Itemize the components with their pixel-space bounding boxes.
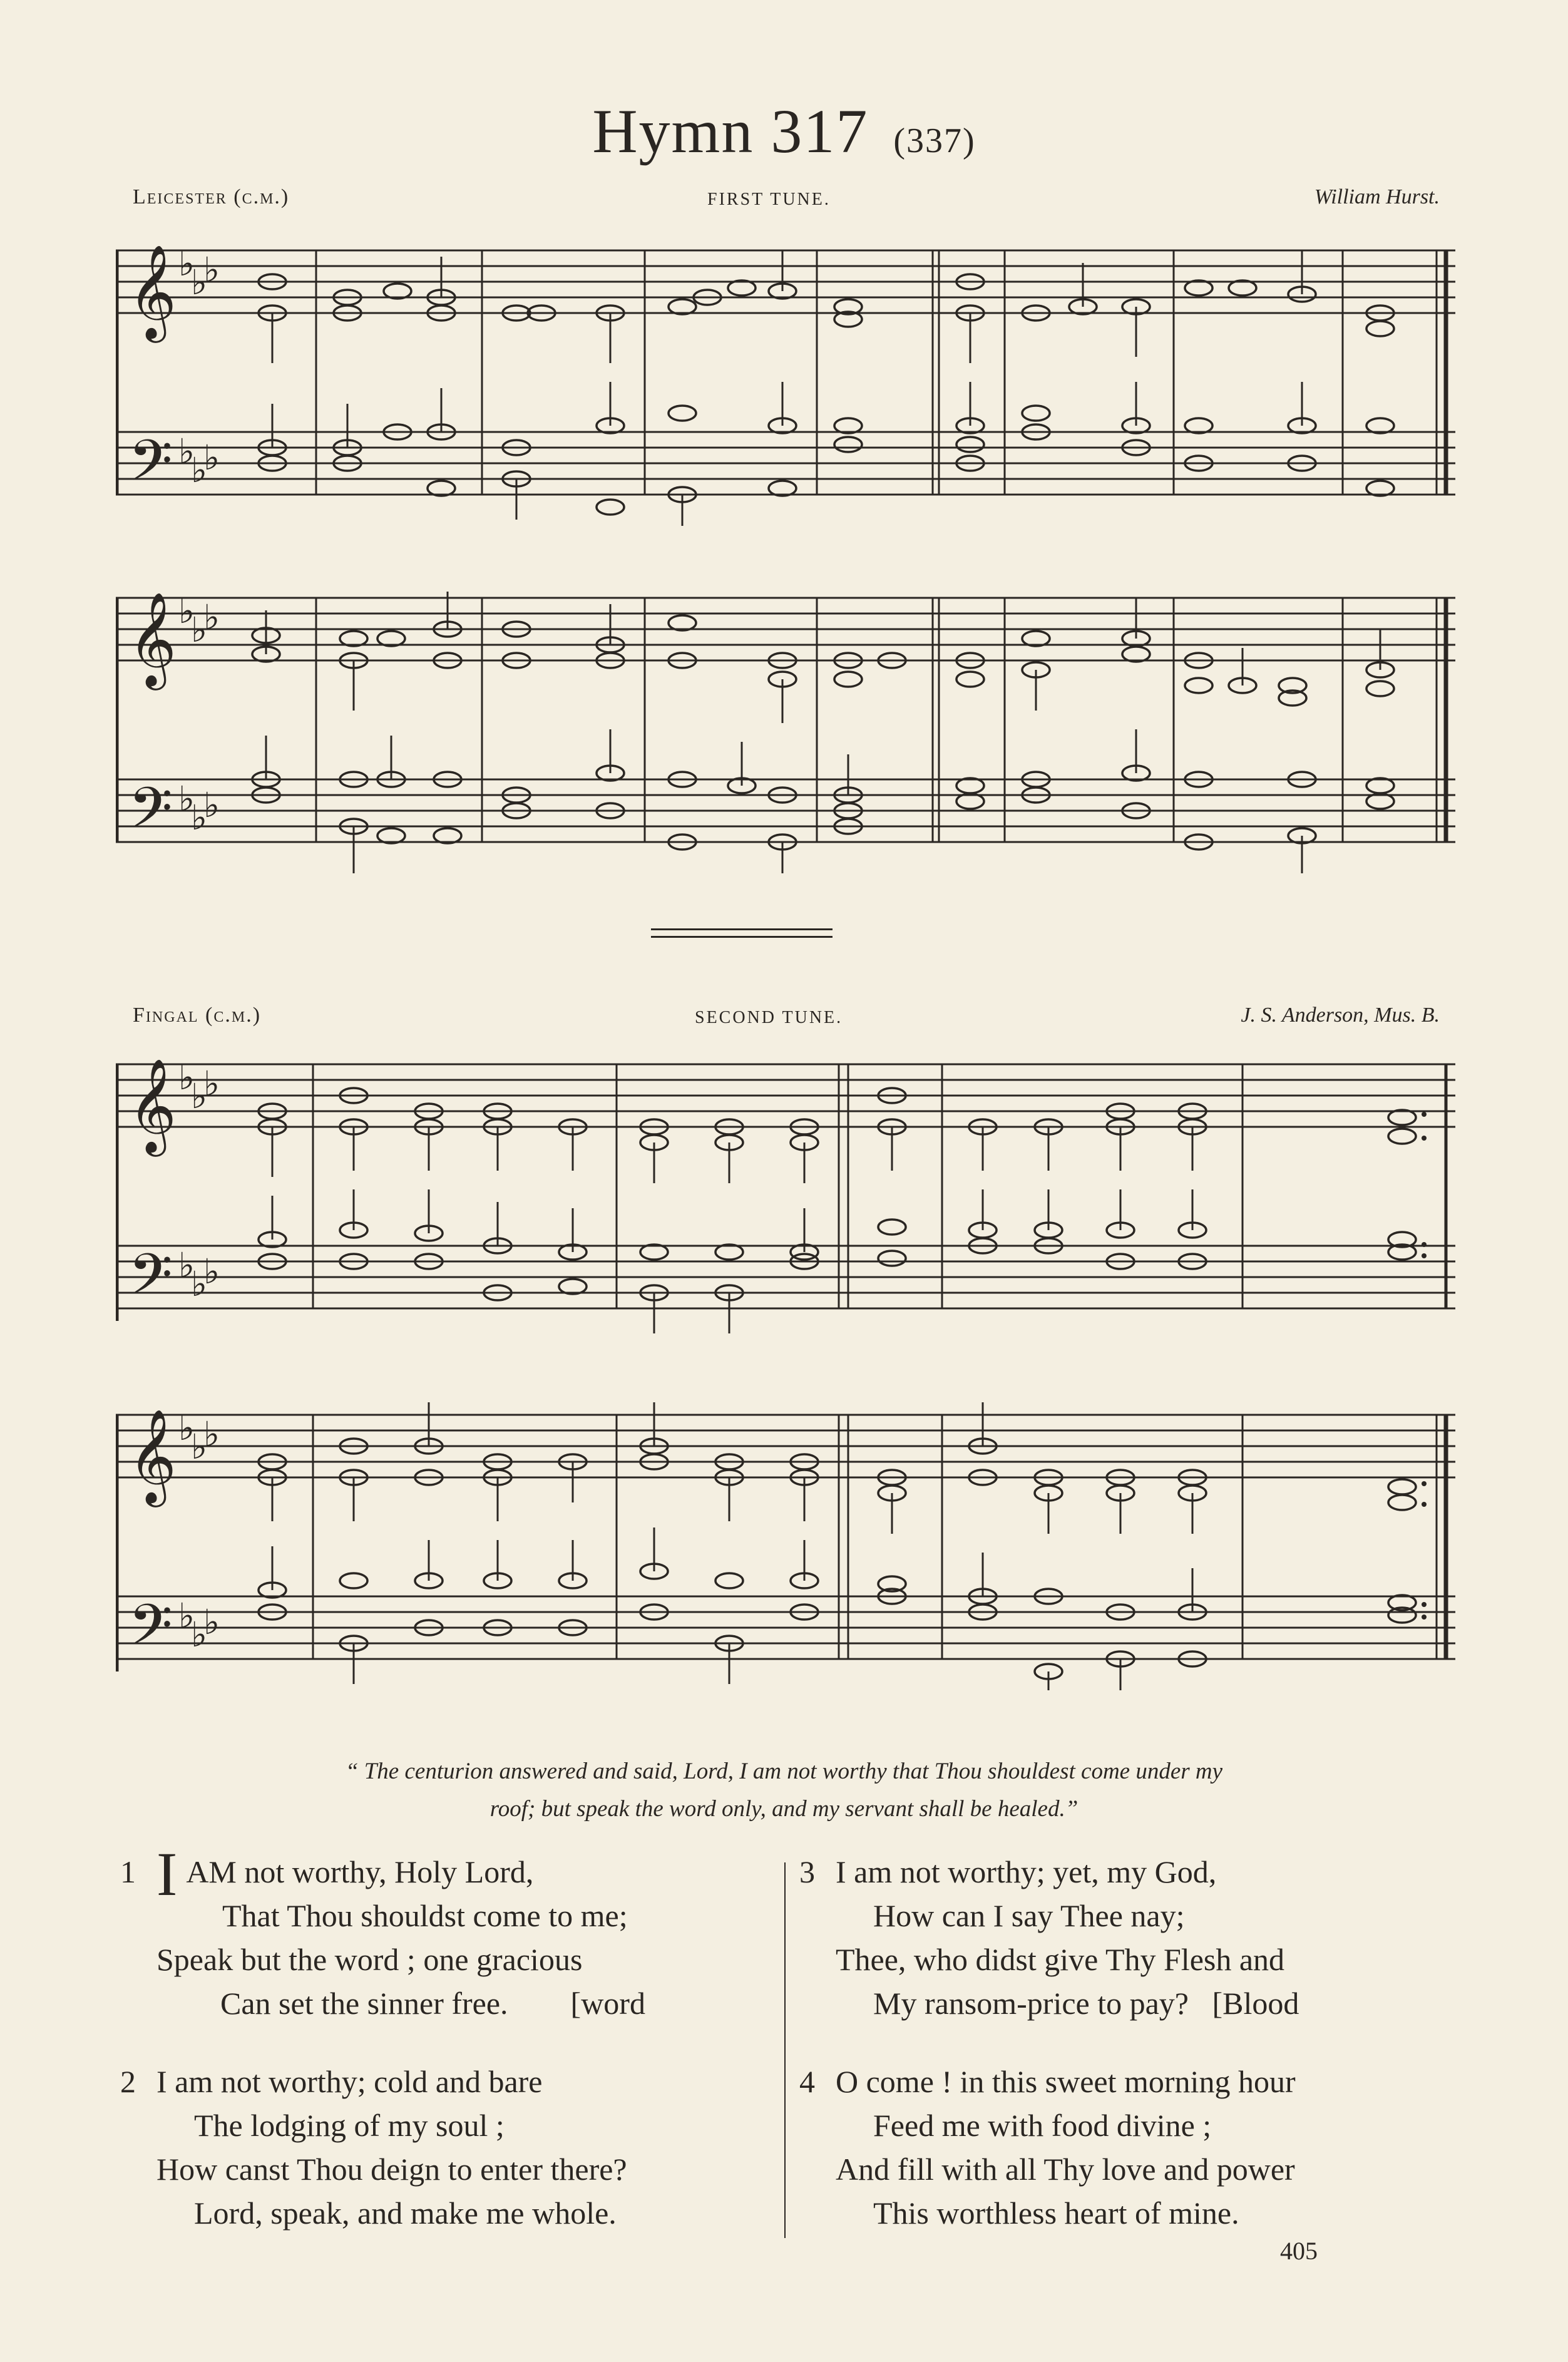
hymn-number: Hymn 317 — [592, 96, 869, 166]
tune-2-composer: J. S. Anderson, Mus. B. — [1241, 1004, 1440, 1027]
svg-text:♭: ♭ — [203, 597, 220, 637]
svg-text:♭: ♭ — [178, 779, 195, 819]
svg-text:♭: ♭ — [191, 1264, 207, 1304]
svg-text:♭: ♭ — [191, 450, 207, 490]
verse-line: My ransom-price to pay? [Blood — [873, 1986, 1299, 2021]
score-system-4 — [116, 1396, 1455, 1690]
verse-number: 1 — [120, 1854, 136, 1889]
svg-text:♭: ♭ — [178, 1408, 195, 1448]
svg-text:♭: ♭ — [203, 1602, 220, 1642]
tune-1-label: FIRST TUNE. — [707, 190, 831, 209]
verse-1 — [120, 1839, 773, 2025]
column-divider — [784, 1862, 786, 2238]
verse-line: O come ! in this sweet morning hour — [836, 2064, 1296, 2099]
verse-line: How canst Thou deign to enter there? — [156, 2152, 627, 2187]
svg-text:𝄢: 𝄢 — [128, 1241, 173, 1322]
verse-line: That Thou shouldst come to me; — [222, 1898, 628, 1933]
svg-text:♭: ♭ — [191, 798, 207, 838]
svg-text:♭: ♭ — [203, 1064, 220, 1104]
svg-text:♭: ♭ — [178, 591, 195, 631]
music-notation-1 — [116, 238, 1455, 526]
svg-text:♭: ♭ — [203, 785, 220, 825]
verse-number: 4 — [799, 2064, 815, 2099]
svg-text:♭: ♭ — [203, 1414, 220, 1454]
verse-line: How can I say Thee nay; — [873, 1898, 1185, 1933]
verse-4 — [799, 2060, 1452, 2235]
scripture-quote — [156, 1753, 1412, 1828]
verse-line: Can set the sinner free. [word — [220, 1986, 645, 2021]
verse-line: Thee, who didst give Thy Flesh and — [836, 1942, 1285, 1977]
score-system-2 — [116, 585, 1455, 873]
verse-line: The lodging of my soul ; — [194, 2108, 505, 2143]
score-system-3 — [116, 1045, 1455, 1333]
svg-text:♭: ♭ — [191, 1427, 207, 1467]
verse-2 — [120, 2060, 773, 2235]
verse-number: 2 — [120, 2064, 136, 2099]
svg-text:♭: ♭ — [203, 250, 220, 290]
svg-text:♭: ♭ — [178, 431, 195, 471]
svg-text:𝄞: 𝄞 — [128, 591, 177, 686]
drop-cap: I — [156, 1839, 178, 1909]
tune-2-name: Fingal (c.m.) — [133, 1004, 262, 1027]
verse-line: Feed me with food divine ; — [873, 2108, 1212, 2143]
verse-line: Lord, speak, and make me whole. — [194, 2195, 617, 2231]
hymn-title — [0, 94, 1568, 178]
verse-line: And fill with all Thy love and power — [836, 2152, 1295, 2187]
verse-line: I am not worthy; yet, my God, — [836, 1854, 1217, 1889]
verse-line: This worthless heart of mine. — [873, 2195, 1239, 2231]
verse-number: 3 — [799, 1854, 815, 1889]
svg-text:𝄞: 𝄞 — [128, 244, 177, 339]
svg-text:♭: ♭ — [203, 438, 220, 478]
svg-text:♭: ♭ — [178, 1057, 195, 1097]
verse-line: I am not worthy; cold and bare — [156, 2064, 543, 2099]
svg-text:♭: ♭ — [203, 1251, 220, 1291]
tune-divider — [651, 928, 833, 938]
svg-text:𝄢: 𝄢 — [128, 775, 173, 855]
verse-line: Speak but the word ; one gracious — [156, 1942, 583, 1977]
svg-text:𝄢: 𝄢 — [128, 428, 173, 508]
music-notation-2 — [116, 585, 1455, 873]
svg-text:𝄢: 𝄢 — [128, 1592, 173, 1672]
tune-1-composer: William Hurst. — [1314, 185, 1440, 208]
verse-line: AM not worthy, Holy Lord, — [186, 1854, 534, 1889]
svg-text:♭: ♭ — [191, 1615, 207, 1655]
verse-3 — [799, 1850, 1452, 2025]
svg-text:♭: ♭ — [191, 610, 207, 650]
music-notation-4 — [116, 1396, 1455, 1690]
svg-text:𝄞: 𝄞 — [128, 1057, 177, 1153]
svg-text:♭: ♭ — [178, 1596, 195, 1636]
hymn-alt-number: (337) — [893, 121, 976, 160]
tune-2-label: SECOND TUNE. — [695, 1008, 843, 1027]
music-notation-3 — [116, 1045, 1455, 1333]
score-system-1 — [116, 238, 1455, 526]
page-number: 405 — [1280, 2237, 1318, 2265]
tune-1-name: Leicester (c.m.) — [133, 185, 290, 208]
svg-text:♭: ♭ — [191, 262, 207, 302]
svg-text:𝄞: 𝄞 — [128, 1408, 177, 1503]
scripture-line-1: “ The centurion answered and said, Lord, I am not worthy that Thou shouldest come under my — [345, 1759, 1223, 1784]
svg-text:♭: ♭ — [178, 1245, 195, 1285]
scripture-line-2: roof; but speak the word only, and my servant shall be healed.” — [489, 1796, 1079, 1822]
svg-text:♭: ♭ — [178, 244, 195, 284]
svg-text:♭: ♭ — [191, 1076, 207, 1116]
